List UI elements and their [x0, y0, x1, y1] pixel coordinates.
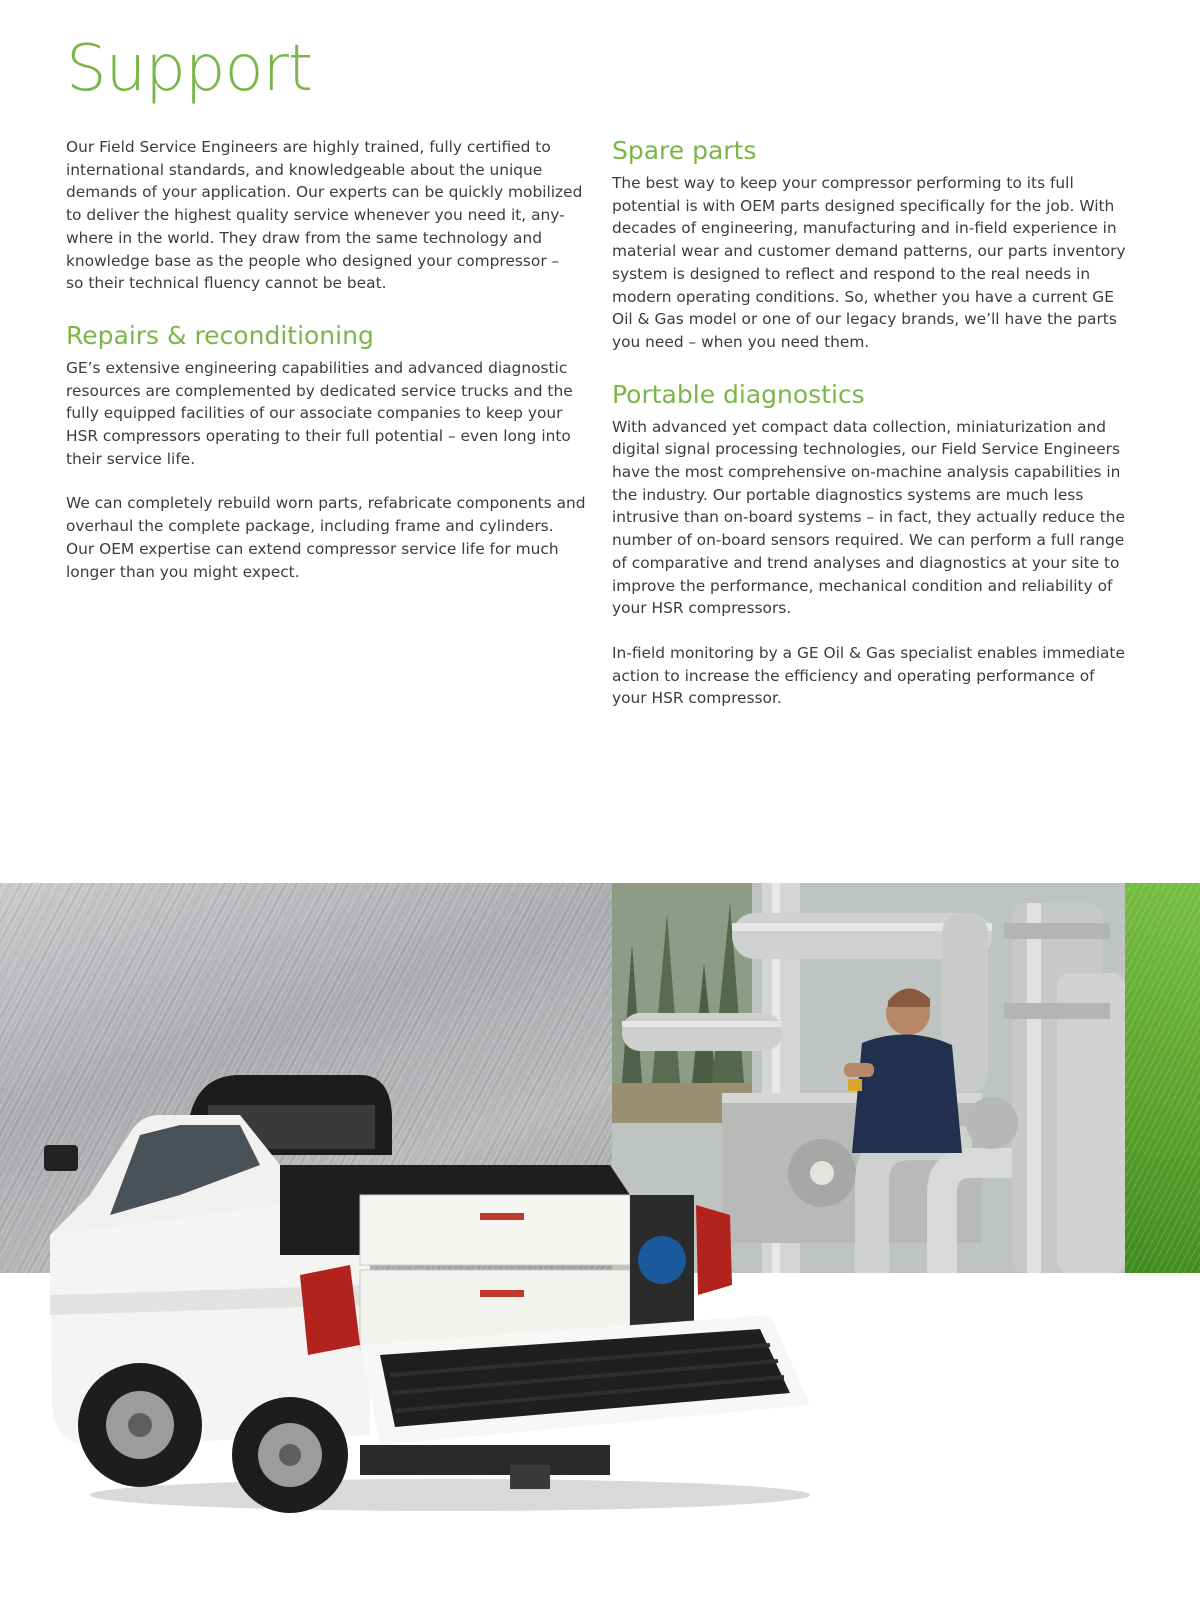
diagnostics-paragraph-2: In-field monitoring by a GE Oil & Gas specialist enables immediate action to increase the efficiency and operating performance of your HSR compressor.: [612, 643, 1125, 708]
diagnostics-heading: Portable diagnostics: [612, 379, 865, 409]
left-column: [66, 136, 586, 583]
intro-paragraph-2: so their technical fluency cannot be beat.: [66, 274, 387, 293]
page-title: Support: [66, 32, 312, 106]
intro-paragraph-1: Our Field Service Engineers are highly trained, fully certified to international standards, and knowledgeable about the unique demands of your application. Our experts can be quickly mobilized to deliver the highest quality service whenever you need it, any-where in the world. They draw from the same technology and knowledge base as the people who designed your compressor –: [66, 138, 583, 270]
green-accent-panel: [1125, 883, 1200, 1273]
spare-parts-heading: Spare parts: [612, 136, 757, 165]
repairs-heading: Repairs & reconditioning: [66, 320, 374, 350]
diagnostics-paragraph-1: With advanced yet compact data collection, miniaturization and digital signal processing technologies, our Field Service Engineers have the most comprehensive on-machine analysis capabilities in the industry. Our portable diagnostics systems are much less intrusive than on-board systems – in fact, they actually reduce the number of on-board sensors required. We can perform a full range of comparative and trend analyses and diagnostics at your site to improve the performance, mechanical condition and reliability of your HSR compressors.: [612, 417, 1126, 618]
service-truck-photo: [30, 1045, 850, 1515]
spare-parts-paragraph: The best way to keep your compressor performing to its full potential is with OEM parts designed specifically for the job. With decades of engineering, manufacturing and in-field experience in material wear and customer demand patterns, our parts inventory system is designed to reflect and respond to the real needs in modern operating conditions. So, whether you have a current GE Oil & Gas model or one of our legacy brands, we’ll have the parts you need – when you need them.: [612, 174, 1126, 351]
right-column: [612, 136, 1132, 710]
repairs-paragraph-2: We can completely rebuild worn parts, refabricate components and overhaul the complete package, including frame and cylinders. Our OEM expertise can extend compressor service life for much longer than you might expect.: [66, 494, 586, 581]
repairs-paragraph-1: GE’s extensive engineering capabilities and advanced diagnostic resources are complemented by dedicated service trucks and the fully equipped facilities of our associate companies to keep your HSR compressors operating to their full potential – even long into their service life.: [66, 358, 573, 468]
